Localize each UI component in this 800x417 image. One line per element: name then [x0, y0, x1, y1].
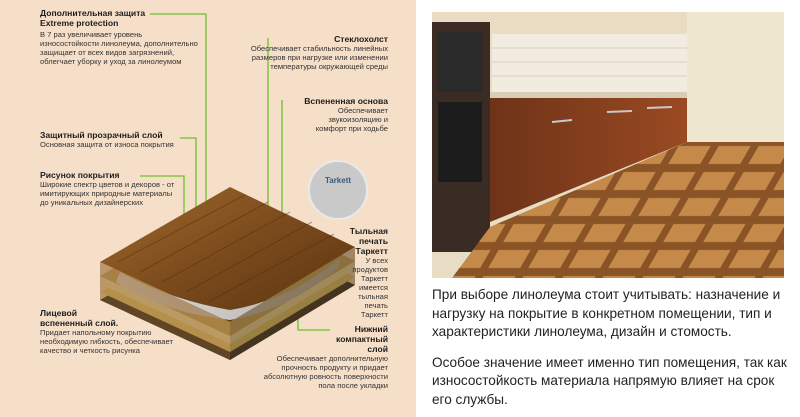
- kitchen-photo: [432, 12, 784, 278]
- layer-back-print: [338, 226, 388, 319]
- layer-bottom-compact: [248, 324, 388, 390]
- layer-fiberglass: [248, 34, 388, 71]
- layer-extreme-protection: [40, 8, 200, 66]
- caption-paragraph-1: При выборе линолеума стоит учитывать: назначение и нагрузку на покрытие в конкретном помещении, тип и характеристики линолеума, дизайн и стомость.: [432, 287, 781, 340]
- caption-text: [432, 286, 792, 417]
- layer-desc: У всех продуктов Таркетт имеется тыльная печать Таркетт: [352, 256, 388, 319]
- layer-desc: Обеспечивает дополнительную прочность продукту и придает абсолютную ровность поверхности пола после укладки: [263, 354, 388, 390]
- layer-title: Стеклохолст: [334, 34, 388, 44]
- layer-desc: В 7 раз увеличивает уровень износостойкости линолеума, дополнительно защищает от всех видов загрязнений, облегчает уборку и уход за линолеумом: [40, 30, 198, 66]
- layer-desc: Придает напольному покрытию необходимую гибкость, обеспечивает качество и четкость рисунка: [40, 328, 173, 355]
- layer-title: Нижний компактный слой: [336, 324, 388, 354]
- layer-title: Рисунок покрытия: [40, 170, 120, 180]
- layer-foam-base: [296, 96, 388, 133]
- layer-title: Лицевой вспененный слой.: [40, 308, 119, 328]
- layer-desc: Обеспечивает стабильность линейных размеров при нагрузке или изменении температуры окружающей среды: [250, 44, 388, 71]
- layer-pattern: [40, 170, 180, 207]
- layer-desc: Обеспечивает звукоизоляцию и комфорт при ходьбе: [315, 106, 388, 133]
- layer-desc: Широкие спектр цветов и декоров - от имитирующих природные материалы до уникальных дизайнерских: [40, 180, 175, 207]
- layer-desc: Основная защита от износа покрытия: [40, 140, 174, 149]
- layer-title: Дополнительная защита: [40, 8, 146, 18]
- layer-title: Защитный прозрачный слой: [40, 130, 163, 140]
- tarkett-logo: [308, 160, 368, 220]
- layer-title-en: Extreme protection: [40, 18, 119, 28]
- kitchen-illustration: [432, 12, 784, 278]
- caption-paragraph-2: Особое значение имеет именно тип помещения, так как износостойкость материала напрямую влияет на срок его службы.: [432, 354, 787, 407]
- layer-transparent: [40, 130, 200, 149]
- layer-face-foam: [40, 308, 200, 355]
- tarkett-logo-text: Tarkett: [324, 176, 352, 185]
- layer-title: Тыльная печать Таркетт: [349, 226, 388, 256]
- layer-title: Вспененная основа: [304, 96, 388, 106]
